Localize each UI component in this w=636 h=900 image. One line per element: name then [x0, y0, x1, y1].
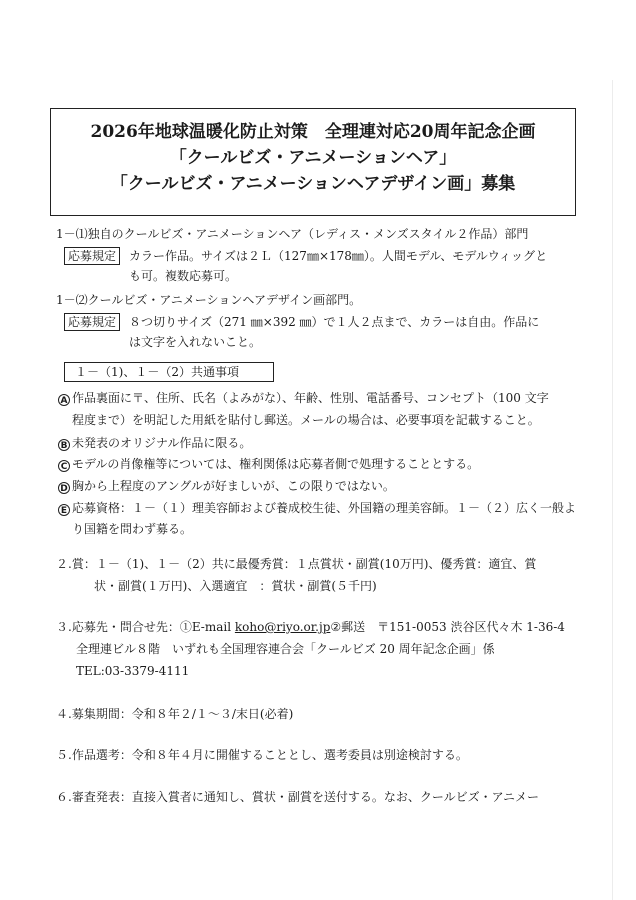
title-box	[50, 108, 576, 216]
section-3-line-1-pre: ３.応募先・問合せ先：①E-mail	[56, 620, 235, 634]
contact-email[interactable]: koho@riyo.or.jp	[234, 620, 331, 634]
section-1-2-rule-badge: 応募規定	[64, 313, 120, 331]
section-3-line-1-post: ②郵送 〒151-0053 渋谷区代々木 1-36-4	[330, 620, 565, 634]
common-items-label-box: １－（1)、１－（2）共通事項	[64, 362, 274, 382]
circled-e-marker: E	[58, 504, 70, 516]
section-1-2-heading: 1－⑵クールビズ・アニメーションヘアデザイン画部門。	[56, 293, 362, 307]
section-3-line-2: 全理連ビル８階 いずれも全国理容連合会「クールビズ 20 周年記念企画」係	[76, 642, 495, 656]
common-item-d	[58, 479, 395, 494]
section-2-line-1: ２.賞：１－（1)、１－（2）共に最優秀賞：１点賞状・副賞(10万円)、優秀賞：適宜、賞	[56, 557, 537, 571]
common-item-e-line-2: り国籍を問わず募る。	[72, 522, 193, 536]
common-item-c	[58, 457, 479, 472]
common-item-d-line-1: 胸から上程度のアングルが好ましいが、この限りではない。	[72, 479, 395, 493]
common-item-e	[58, 501, 576, 516]
common-item-e-line-1: 応募資格：１－（１）理美容師および養成校生徒、外国籍の理美容師。１－（２）広く一般よ	[72, 501, 577, 515]
section-3-line-1	[56, 620, 565, 634]
common-item-a-line-1: 作品裏面に〒、住所、氏名（よみがな）、年齢、性別、電話番号、コンセプト（100 文字	[72, 391, 549, 405]
common-item-a-line-2: 程度まで）を明記した用紙を貼付し郵送。メールの場合は、必要事項を記載すること。	[72, 413, 540, 427]
common-item-c-line-1: モデルの肖像権等については、権利関係は応募者側で処理することとする。	[72, 457, 480, 471]
section-5-line-1: ５.作品選考：令和８年４月に開催することとし、選考委員は別途検討する。	[56, 748, 468, 762]
common-item-b-line-1: 未発表のオリジナル作品に限る。	[72, 436, 252, 450]
section-6-line-1: ６.審査発表：直接入賞者に通知し、賞状・副賞を送付する。なお、クールビズ・アニメー	[56, 790, 539, 804]
section-1-1-rule-badge: 応募規定	[64, 247, 120, 265]
circled-b-marker: B	[58, 439, 70, 451]
page-margin-line	[612, 80, 613, 900]
section-1-1-heading: 1－⑴独自のクールビズ・アニメーションヘア（レディス・メンズスタイル２作品）部門	[56, 227, 529, 241]
title-line-3: 「クールビズ・アニメーションヘアデザイン画」募集	[110, 174, 516, 194]
common-item-b	[58, 436, 251, 451]
section-1-1-rule-line-1: カラー作品。サイズは２Ｌ（127㎜×178㎜）。人間モデル、モデルウィッグと	[129, 249, 548, 263]
section-3-line-3: TEL:03-3379-4111	[76, 664, 190, 678]
circled-a-marker: A	[58, 394, 70, 406]
title-line-2: 「クールビズ・アニメーションヘア」	[169, 148, 457, 168]
circled-d-marker: D	[58, 482, 70, 494]
circled-c-marker: C	[58, 460, 70, 472]
common-item-a	[58, 391, 549, 406]
section-1-2-rule-line-1: ８つ切りサイズ（271 ㎜×392 ㎜）で１人２点まで、カラーは自由。作品に	[129, 315, 540, 329]
section-1-1-rule-line-2: も可。複数応募可。	[129, 269, 238, 283]
title-line-1: 2026年地球温暖化防止対策 全理連対応20周年記念企画	[90, 122, 536, 142]
section-1-2-rule-line-2: は文字を入れないこと。	[129, 335, 262, 349]
section-2-line-2: 状・副賞(１万円)、入選適宜 ：賞状・副賞(５千円)	[94, 579, 377, 593]
section-4-line-1: ４.募集期間：令和８年２/１～３/末日(必着)	[56, 707, 294, 721]
